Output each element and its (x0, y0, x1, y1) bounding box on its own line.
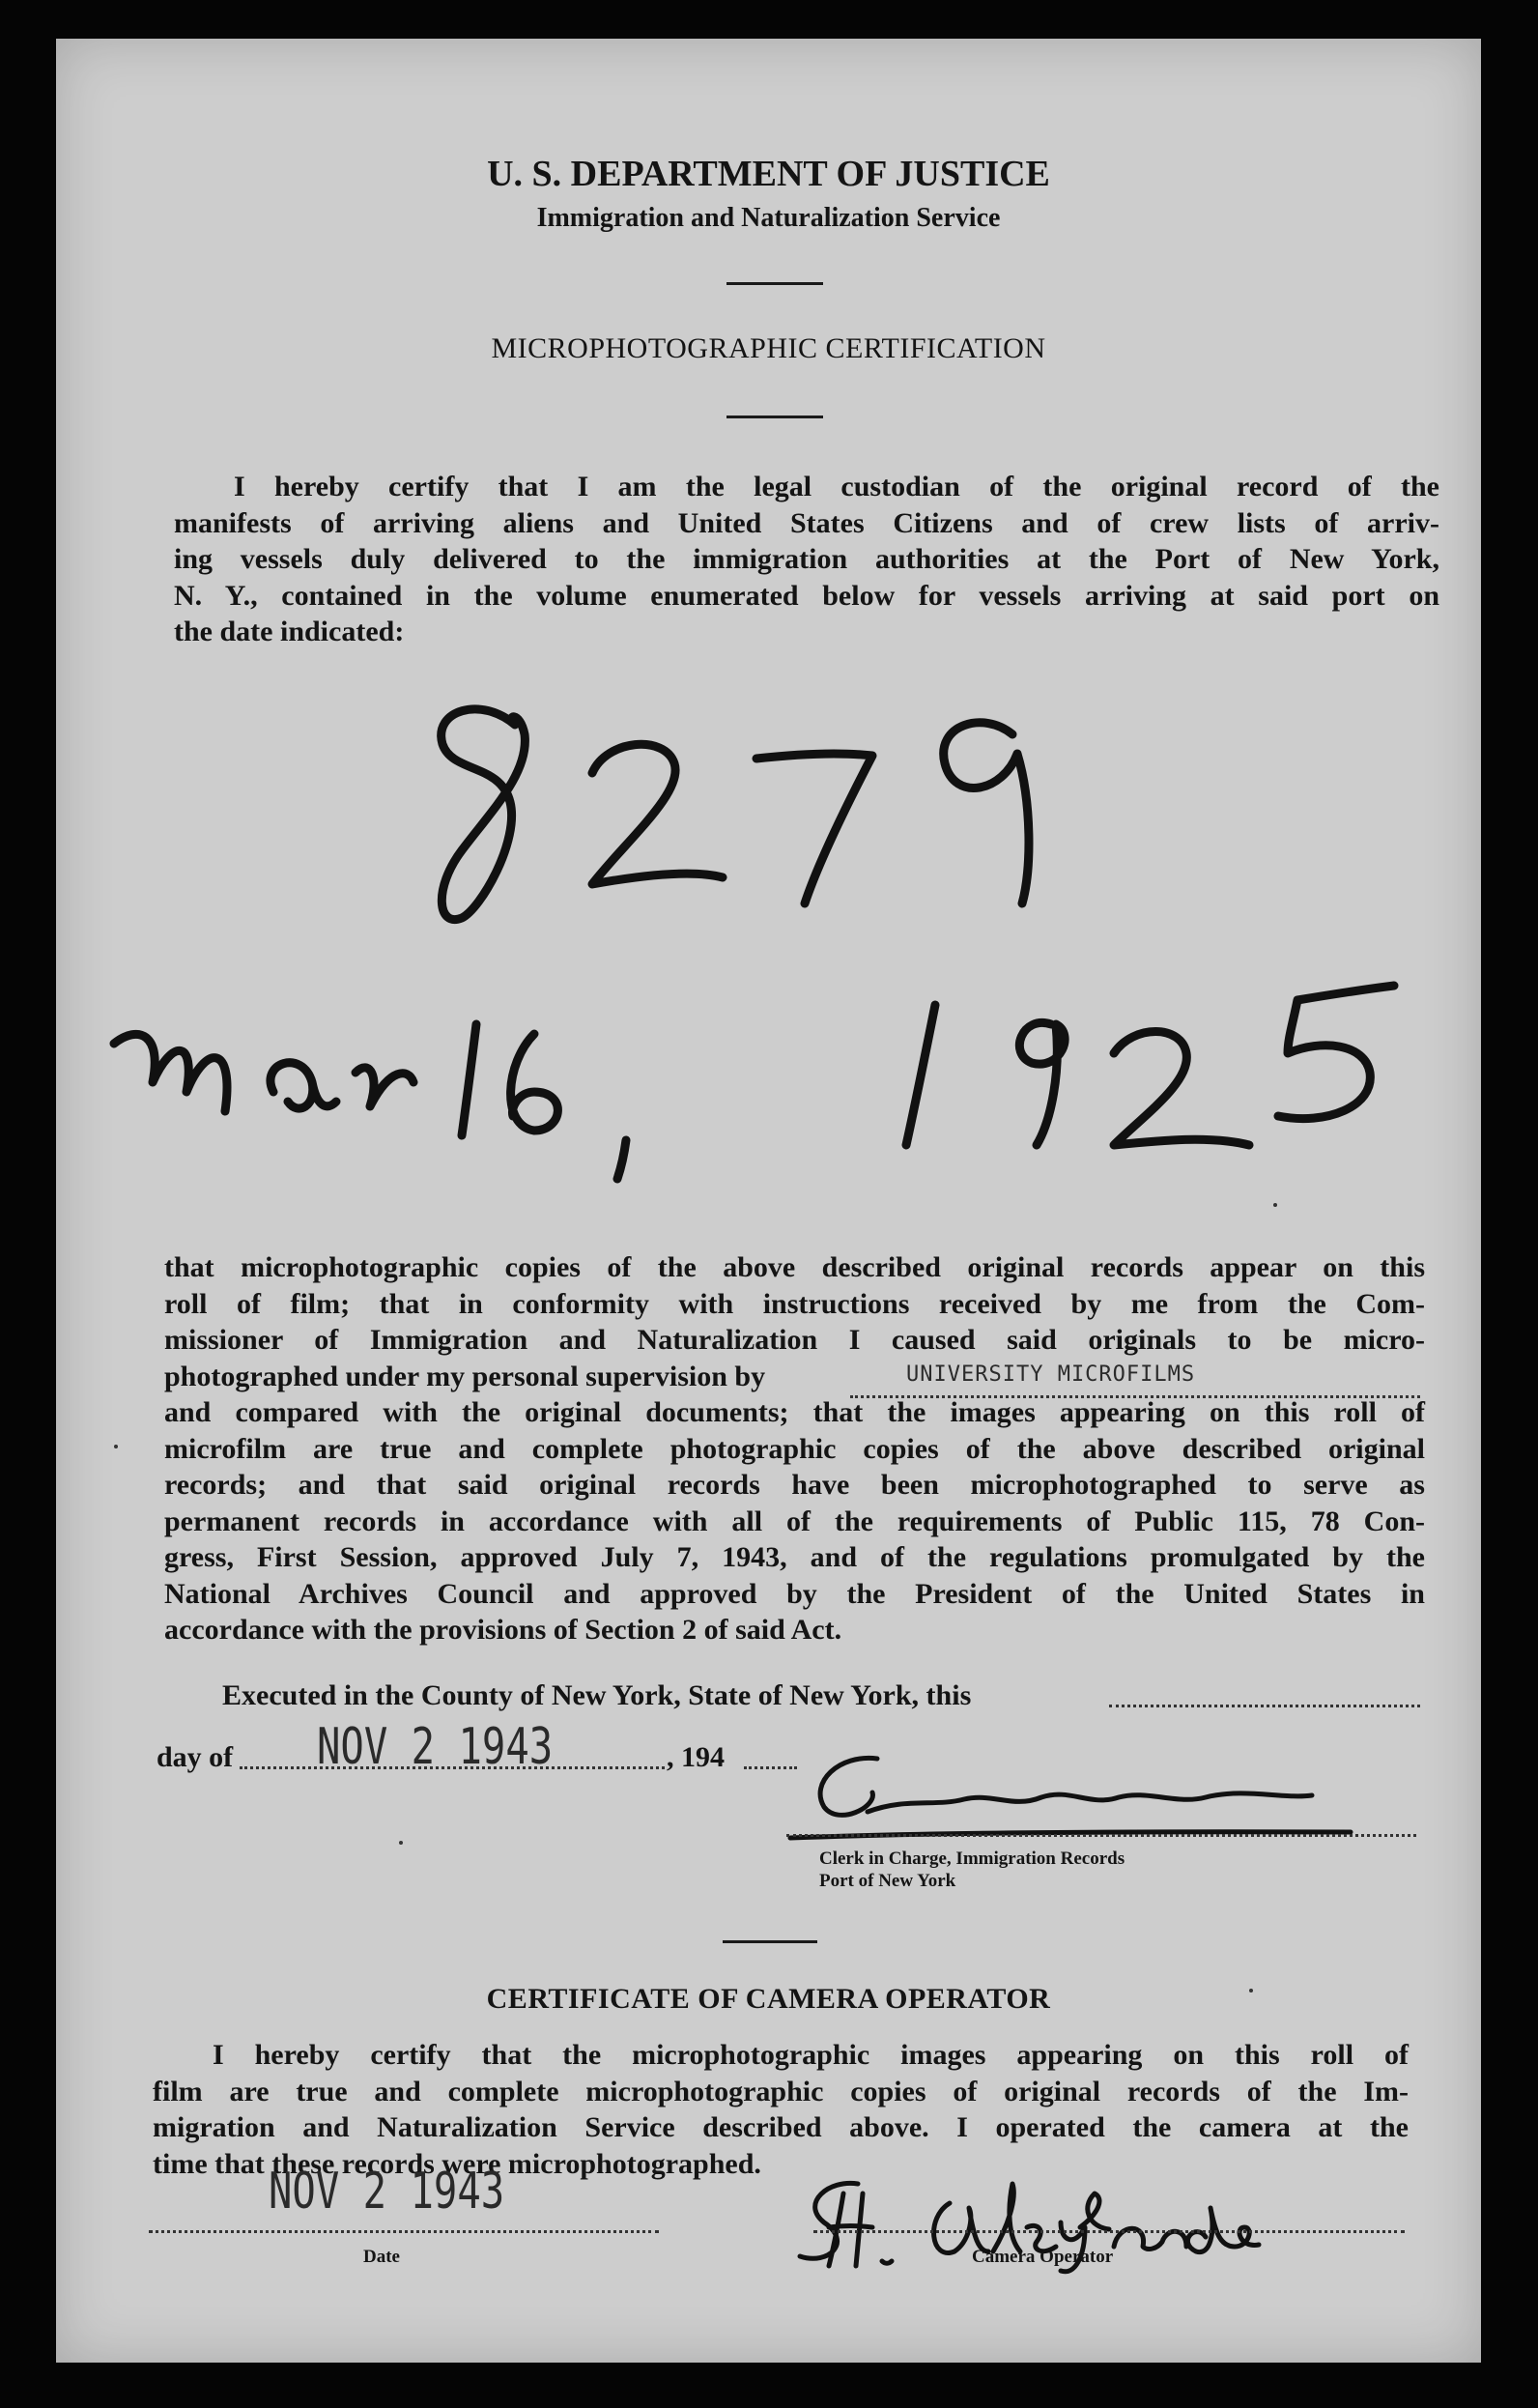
camera-line: migration and Naturalization Service described above. I operated the camera at the (153, 2111, 1409, 2143)
arrival-date-text: Mar 16, 1925 (756, 1140, 762, 1141)
body-paragraph (164, 1249, 1425, 1648)
camera-line: film are true and complete microphotographic copies of original records of the Im- (153, 2075, 1409, 2107)
body-line: gress, First Session, approved July 7, 1943, and of the regulations promulgated by the (164, 1541, 1425, 1573)
body-line: missioner of Immigration and Naturalization I caused said originals to be micro- (164, 1324, 1425, 1356)
body-line: roll of film; that in conformity with instructions received by me from the Com- (164, 1287, 1425, 1320)
body-line: microfilm are true and complete photographic copies of the above described original (164, 1432, 1425, 1465)
scan-speck (399, 1841, 403, 1845)
intro-paragraph (174, 469, 1439, 650)
intro-line: N. Y., contained in the volume enumerated below for vessels arriving at said port on (174, 579, 1439, 612)
year-prefix: , 194 (667, 1741, 725, 1773)
handwritten-volume-number (423, 657, 1157, 947)
clerk-title: Clerk in Charge, Immigration Records (819, 1849, 1125, 1869)
executed-text: Executed in the County of New York, State of New York, this (222, 1679, 972, 1711)
body-line: and compared with the original documents; that the images appearing on this roll of (164, 1396, 1425, 1428)
body-line: permanent records in accordance with all of the requirements of Public 115, 78 Con- (164, 1505, 1425, 1537)
header-divider-bottom (726, 416, 823, 418)
executed-blank (1109, 1705, 1420, 1707)
certificate-page (56, 39, 1481, 2363)
day-of-label: day of (157, 1741, 234, 1773)
intro-line: manifests of arriving aliens and United States Citizens and of crew lists of arriv- (174, 506, 1439, 539)
header-divider-top (726, 282, 823, 285)
filmed-by-typed: UNIVERSITY MICROFILMS (906, 1362, 1196, 1387)
section-divider (723, 1940, 817, 1943)
scan-speck (1273, 1203, 1277, 1207)
body-line: that microphotographic copies of the above described original records appear on this (164, 1251, 1425, 1283)
camera-date-line (149, 2230, 659, 2233)
camera-certificate-paragraph (153, 2037, 1409, 2182)
scan-speck (1249, 1989, 1253, 1992)
body-line: National Archives Council and approved by the President of the United States in (164, 1577, 1425, 1610)
intro-line: the date indicated: (174, 616, 405, 647)
filmed-by-line (850, 1395, 1420, 1398)
camera-line: I hereby certify that the microphotographic images appearing on this roll of (213, 2039, 1409, 2071)
certification-title: MICROPHOTOGRAPHIC CERTIFICATION (491, 332, 1046, 364)
camera-date-stamp: NOV 2 1943 (269, 2163, 505, 2221)
body-line: photographed under my personal supervision by (164, 1360, 766, 1392)
handwritten-arrival-date (80, 947, 1452, 1198)
body-line: records; and that said original records have been microphotographed to serve as (164, 1469, 1425, 1501)
camera-operator-line (813, 2230, 1405, 2233)
volume-number-text: 8279 (790, 850, 792, 851)
clerk-signature-line (786, 1834, 1416, 1837)
camera-operator-label: Camera Operator (972, 2247, 1114, 2267)
service-subheading: Immigration and Naturalization Service (536, 203, 1001, 233)
body-line: accordance with the provisions of Section 2 of said Act. (164, 1614, 842, 1646)
department-heading: U. S. DEPARTMENT OF JUSTICE (487, 154, 1050, 194)
camera-date-label: Date (363, 2247, 400, 2267)
clerk-signature (771, 1739, 1370, 1846)
intro-line: ing vessels duly delivered to the immigration authorities at the Port of New York, (174, 543, 1439, 575)
execution-date-stamp: NOV 2 1943 (317, 1718, 554, 1776)
intro-line: I hereby certify that I am the legal custodian of the original record of the (234, 471, 1439, 502)
clerk-location: Port of New York (819, 1871, 956, 1891)
scan-speck (114, 1445, 118, 1448)
camera-certificate-title: CERTIFICATE OF CAMERA OPERATOR (486, 1983, 1051, 2015)
camera-line: time that these records were microphotographed. (153, 2147, 761, 2180)
